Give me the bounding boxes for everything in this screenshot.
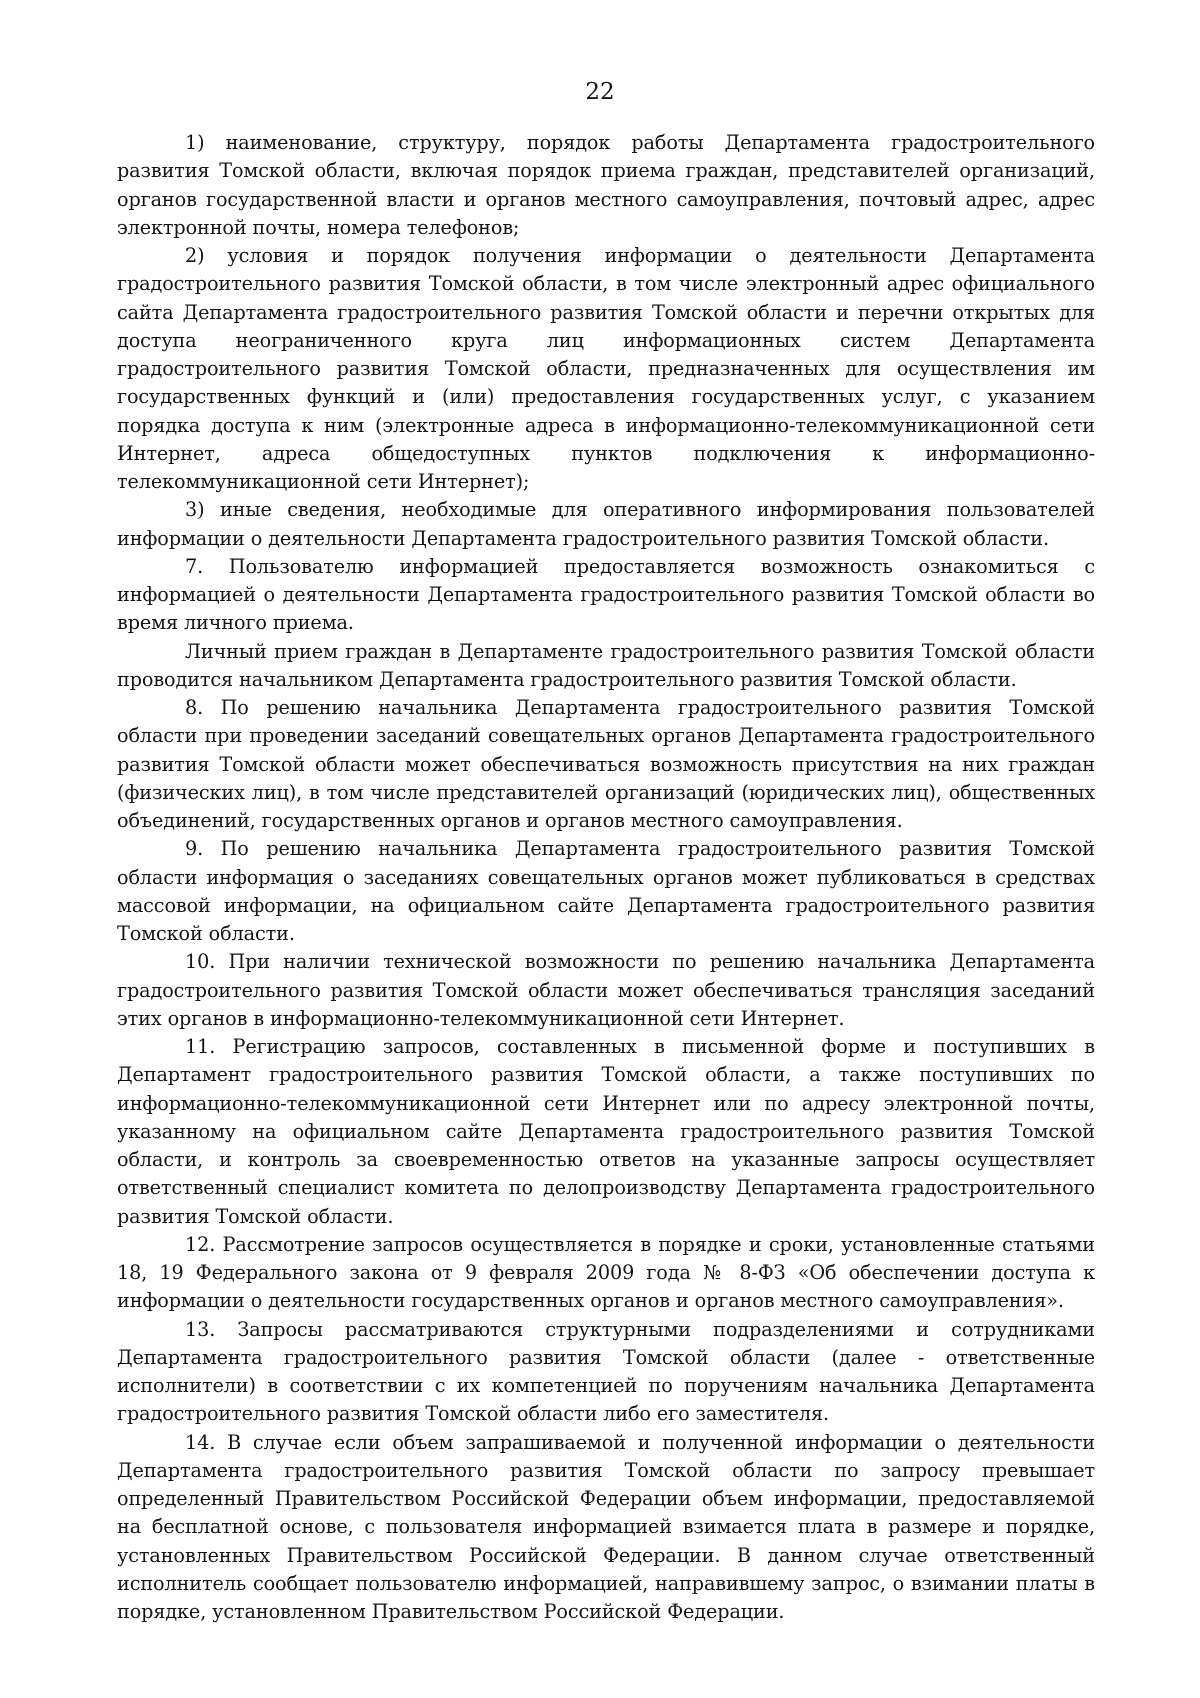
paragraph-section-12: 12. Рассмотрение запросов осуществляется в порядке и сроки, установленные статьями 18, 19 Федерального закона от 9 февраля 2009 года № 8-ФЗ «Об обеспечении доступа к информации о деятельности государственных органов и органов местного самоуправления».: [117, 1232, 1095, 1313]
paragraph-section-13: 13. Запросы рассматриваются структурными подразделениями и сотрудниками Департамента градостроительного развития Томской области (далее - ответственные исполнители) в соответствии с их компетенцией по поручениям начальника Департамента градостроительного развития Томской области либо его заместителя.: [117, 1317, 1095, 1426]
paragraph-section-9: 9. По решению начальника Департамента градостроительного развития Томской области информация о заседаниях совещательных органов может публиковаться в средствах массовой информации, на официальном сайте Департамента градостроительного развития Томской области.: [117, 837, 1095, 945]
page-number: 22: [585, 79, 615, 105]
paragraph-item-3: 3) иные сведения, необходимые для оперативного информирования пользователей информации о деятельности Департамента градостроительного развития Томской области.: [117, 498, 1095, 550]
paragraph-section-8: 8. По решению начальника Департамента градостроительного развития Томской области при проведении заседаний совещательных органов Департамента градостроительного развития Томской области может обеспечиваться возможность присутствия на них граждан (физических лиц), в том числе представителей организаций (юридических лиц), общественных объединений, государственных органов и органов местного самоуправления.: [117, 696, 1095, 832]
paragraph-item-2: 2) условия и порядок получения информации о деятельности Департамента градостроительного развития Томской области, в том числе электронный адрес официального сайта Департамента градостроительного развития Томской области и перечни открытых для доступа неограниченного круга лиц информационных систем Департамента градостроительного развития Томской области, предназначенных для осуществления им государственных функций и (или) предоставления государственных услуг, с указанием порядка доступа к ним (электронные адреса в информационно-телекоммуникационной сети Интернет, адреса общедоступных пунктов подключения к информационно-телекоммуникационной сети Интернет);: [117, 244, 1095, 493]
paragraph-section-11: 11. Регистрацию запросов, составленных в письменной форме и поступивших в Департамент градостроительного развития Томской области, а также поступивших по информационно-телекоммуникационной сети Интернет или по адресу электронной почты, указанному на официальном сайте Департамента градостроительного развития Томской области, и контроль за своевременностью ответов на указанные запросы осуществляет ответственный специалист комитета по делопроизводству Департамента градостроительного развития Томской области.: [117, 1035, 1095, 1228]
paragraph-section-14: 14. В случае если объем запрашиваемой и полученной информации о деятельности Департамента градостроительного развития Томской области по запросу превышает определенный Правительством Российской Федерации объем информации, предоставляемой на бесплатной основе, с пользователя информацией взимается плата в размере и порядке, установленных Правительством Российской Федерации. В данном случае ответственный исполнитель сообщает пользователю информацией, направившему запрос, о взимании платы в порядке, установленном Правительством Российской Федерации.: [117, 1430, 1095, 1623]
paragraph-section-7: 7. Пользователю информацией предоставляется возможность ознакомиться с информацией о деятельности Департамента градостроительного развития Томской области во время личного приема.: [117, 554, 1095, 635]
paragraph-item-1: 1) наименование, структуру, порядок работы Департамента градостроительного развития Томской области, включая порядок приема граждан, представителей организаций, органов государственной власти и органов местного самоуправления, почтовый адрес, адрес электронной почты, номера телефонов;: [117, 131, 1095, 239]
paragraph-personal-reception: Личный прием граждан в Департаменте градостроительного развития Томской области проводится начальником Департамента градостроительного развития Томской области.: [117, 639, 1095, 691]
document-body: [117, 129, 1095, 1626]
paragraph-section-10: 10. При наличии технической возможности по решению начальника Департамента градостроительного развития Томской области может обеспечиваться трансляция заседаний этих органов в информационно-телекоммуникационной сети Интернет.: [117, 950, 1095, 1030]
